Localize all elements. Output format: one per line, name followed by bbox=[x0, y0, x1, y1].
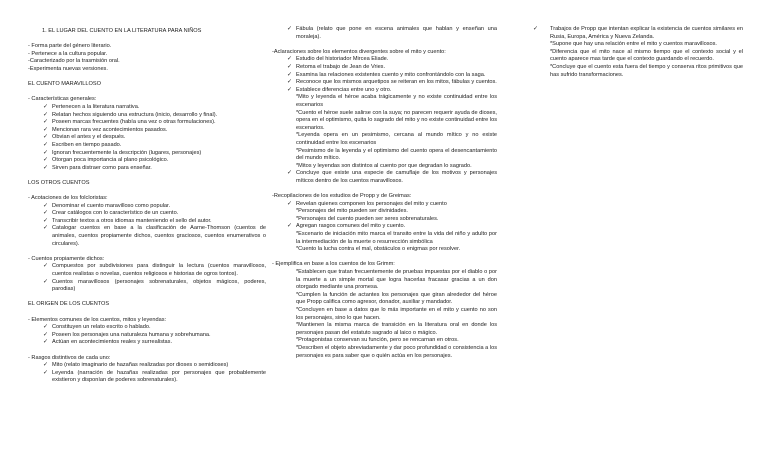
note-line: *Establecen que tratan frecuentemente de pruebas impuestas por el diablo o por la muerte a un simple mortal que logra hacerlas fracasar gracias a un don otorgado mediante una promesa. bbox=[296, 269, 497, 291]
list-item: ✓ Actúan en acontecimientos reales y surrealistas. bbox=[43, 339, 173, 346]
check-icon: ✓ bbox=[43, 324, 49, 331]
list-item: ✓ Transcribir textos a otros idiomas manteniendo el sello del autor. bbox=[43, 217, 212, 224]
section-title-origen: EL ORIGEN DE LOS CUENTOS bbox=[28, 301, 110, 308]
section-lead: - Ejemplifica en base a los cuentos de los Grimm: bbox=[272, 261, 395, 268]
list-item: ✓ Leyenda (narración de hazañas realizadas por personajes que probablemente existieron y disponían de poderes sobrenaturales). bbox=[43, 369, 266, 384]
note-line: *Mantienen la misma marca de transición en la literatura oral en donde los personajes pasan del estatuto sagrado al laico o mágico. bbox=[296, 322, 497, 336]
list-item: ✓ Revelan quienes componen los personajes del mito y cuento bbox=[287, 200, 447, 207]
check-icon: ✓ bbox=[43, 111, 49, 118]
check-icon: ✓ bbox=[43, 103, 49, 110]
intro-line: -Experimenta nuevas versiones. bbox=[28, 65, 108, 72]
list-item: ✓ Concluye que existe una especie de camuflaje de los motivos y personajes míticos dentro de los cuentos maravillosos. bbox=[287, 170, 497, 184]
column-right bbox=[533, 26, 743, 79]
section-lead: -Recopilaciones de los estudios de Propp y de Greimas: bbox=[272, 193, 412, 200]
intro-line: - Forma parte del género literario. bbox=[28, 43, 112, 50]
section-lead: - Elementos comunes de los cuentos, mitos y leyendas: bbox=[28, 316, 167, 323]
check-icon: ✓ bbox=[43, 339, 49, 346]
check-icon: ✓ bbox=[43, 263, 49, 270]
list-item: ✓ Pertenecen a la literatura narrativa. bbox=[43, 103, 140, 110]
check-icon: ✓ bbox=[43, 149, 49, 156]
note-line: *Leyenda opera en un pesimismo, cercana al mundo mítico y no existe continuidad entre los escenarios bbox=[296, 132, 497, 146]
section-title-cuento-maravilloso: EL CUENTO MARAVILLOSO bbox=[28, 81, 101, 88]
list-item: ✓ Compuestos por subdivisiones para distinguir la lectura (cuentos maravillosos, cuentos realistas o novelas, cuentos religiosos e historias de ogros tontos). bbox=[43, 263, 266, 277]
check-icon: ✓ bbox=[287, 223, 293, 230]
check-icon: ✓ bbox=[43, 119, 49, 126]
list-item: ✓ Examina las relaciones existentes cuento y mito confrontándolo con la saga. bbox=[287, 71, 486, 78]
check-icon: ✓ bbox=[287, 86, 293, 93]
list-item: ✓ Sirven para distraer como para enseñar. bbox=[43, 164, 152, 171]
list-item: ✓ Poseen marcas frecuentes (había una vez o otras formulaciones). bbox=[43, 119, 216, 126]
note-line: *Cuento el héroe suele salirse con la suya; no parecen requerir ayuda de dioses, opera en el optimismo, quita lo sagrado del mito y no existe continuidad entre los escenarios. bbox=[296, 109, 497, 131]
check-icon: ✓ bbox=[287, 56, 293, 63]
check-icon: ✓ bbox=[287, 71, 293, 78]
column-left bbox=[28, 28, 266, 385]
check-icon: ✓ bbox=[287, 63, 293, 70]
note-line: *Diferencia que el mito nace al mismo tiempo que el contexto social y el cuento aparece mas tarde que el contexto guardando el recuerdo. bbox=[550, 48, 743, 63]
list-item: ✓ Trabajos de Propp que intentan explicar la existencia de cuentos similares en Rusia, Europa, América y Nueva Zelanda. bbox=[533, 26, 743, 40]
note-line: *Personajes del cuento pueden ser seres sobrenaturales. bbox=[296, 215, 439, 222]
section-lead: - Cuentos propiamente dichos: bbox=[28, 255, 105, 262]
check-icon: ✓ bbox=[43, 210, 49, 217]
list-item: ✓ Otorgan poca importancia al plano psicológico. bbox=[43, 157, 169, 164]
section-lead: - Acotaciones de los folcloristas: bbox=[28, 195, 108, 202]
list-item: ✓ Ignoran frecuentemente la descripción (lugares, personajes) bbox=[43, 149, 202, 156]
list-item: ✓ Reconoce que los mismos arquetipos se reiteran en los mitos, fábulas y cuentos. bbox=[287, 79, 497, 86]
check-icon: ✓ bbox=[287, 170, 293, 177]
note-line: *Mito y leyenda el héroe acaba trágicamente y no existe continuidad entre los escenarios bbox=[296, 94, 497, 108]
list-item: ✓ Establece diferencias entre uno y otro. bbox=[287, 86, 392, 93]
check-icon: ✓ bbox=[43, 164, 49, 171]
note-line: *Supone que hay una relación entre el mito y cuentos maravillosos. bbox=[550, 41, 717, 48]
list-item: ✓ Cuentos maravillosos (personajes sobrenaturales, objetos mágicos, poderes, parodias) bbox=[43, 278, 266, 293]
list-item: ✓ Retoma el trabajo de Jean de Vries. bbox=[287, 63, 386, 70]
check-icon: ✓ bbox=[43, 362, 49, 369]
note-line: *Protagonistas conservan su función, pero se rencarnan en otros. bbox=[296, 337, 459, 344]
list-item: ✓ Relatan hechos siguiendo una estructura (inicio, desarrollo y final). bbox=[43, 111, 218, 118]
check-icon: ✓ bbox=[287, 79, 293, 86]
list-item: ✓ Obvian el antes y el después. bbox=[43, 134, 126, 141]
list-item: ✓ Mito (relato imaginario de hazañas realizadas por dioses o semidioses) bbox=[43, 362, 229, 369]
list-item: ✓ Estudio del historiador Mircea Eliade. bbox=[287, 56, 389, 63]
section-lead: -Aclaraciones sobre los elementos divergentes sobre el mito y cuento: bbox=[272, 48, 446, 55]
note-line: *Cuento la lucha contra el mal, obstáculos o enigmas por resolver. bbox=[296, 246, 461, 253]
note-line: *Concluye que el cuento esta fuera del tiempo y conserva ritos primitivos que has sufrido transformaciones. bbox=[550, 63, 743, 78]
note-line: *Describen el objeto abreviadamente y dar poco profundidad o consistencia a los personajes es para saber que o quién actúa en los personajes. bbox=[296, 344, 497, 359]
check-icon: ✓ bbox=[43, 141, 49, 148]
column-middle bbox=[272, 26, 497, 360]
page-heading: 1. EL LUGAR DEL CUENTO EN LA LITERATURA PARA NIÑOS bbox=[42, 28, 202, 34]
note-line: *Cumplen la función de actantes los personajes que giran alrededor del héroe que Propp califica como agresor, donador, auxiliar y mandador. bbox=[296, 291, 497, 306]
check-icon: ✓ bbox=[43, 278, 49, 285]
list-item: ✓ Denominar el cuento maravilloso como popular. bbox=[43, 202, 171, 209]
check-icon: ✓ bbox=[533, 26, 539, 32]
list-item: ✓ Catalogar cuentos en base a la clasificación de Aarne-Thomson (cuentos de animales, cuentos propiamente dichos, cuentos graciosos, cuentos enumerativos o circulares). bbox=[43, 225, 266, 247]
check-icon: ✓ bbox=[43, 217, 49, 224]
note-line: *Pesimismo de la leyenda y el optimismo del cuento opera el desencantamiento del mundo mítico. bbox=[296, 147, 497, 162]
section-lead: - Características generales: bbox=[28, 96, 97, 103]
check-icon: ✓ bbox=[43, 157, 49, 164]
note-line: *Personajes del mito pueden ser divinidades. bbox=[296, 208, 408, 215]
list-item: ✓ Fábula (relato que pone en escena animales que hablan y enseñan una moraleja). bbox=[287, 26, 497, 40]
check-icon: ✓ bbox=[43, 134, 49, 141]
list-item: ✓ Agregan rasgos comunes del mito y cuento. bbox=[287, 223, 406, 230]
section-lead: - Rasgos distintivos de cada uno: bbox=[28, 354, 111, 361]
section-title-otros-cuentos: LOS OTROS CUENTOS bbox=[28, 179, 90, 186]
check-icon: ✓ bbox=[287, 200, 293, 207]
check-icon: ✓ bbox=[43, 369, 49, 376]
list-item: ✓ Escriben en tiempo pasado. bbox=[43, 141, 122, 148]
list-item: ✓ Poseen los personajes una naturaleza humana y sobrehumana. bbox=[43, 331, 211, 338]
note-line: *Mitos y leyendas son distintos al cuento por que degradan lo sagrado. bbox=[296, 162, 472, 169]
check-icon: ✓ bbox=[43, 202, 49, 209]
list-item: ✓ Crear catálogos con lo característico de un cuento. bbox=[43, 210, 179, 217]
note-line: *Escenario de iniciación mito marca el transito entre la vida del niño y adulto por la intermediación de la muerte o resurrección simbólica bbox=[296, 231, 497, 245]
intro-line: - Pertenece a la cultura popular. bbox=[28, 50, 108, 57]
list-item: ✓ Mencionan rara vez acontecimientos pasados. bbox=[43, 126, 168, 133]
check-icon: ✓ bbox=[287, 26, 293, 32]
check-icon: ✓ bbox=[43, 225, 49, 232]
check-icon: ✓ bbox=[43, 126, 49, 133]
list-item: ✓ Constituyen un relato escrito o hablado. bbox=[43, 324, 151, 331]
check-icon: ✓ bbox=[43, 331, 49, 338]
note-line: *Concluyen en base a datos que lo más importante en el mito y cuento no son los personajes, sino lo que hacen. bbox=[296, 306, 497, 321]
intro-line: -Caracterizado por la trasmisión oral. bbox=[28, 58, 120, 65]
